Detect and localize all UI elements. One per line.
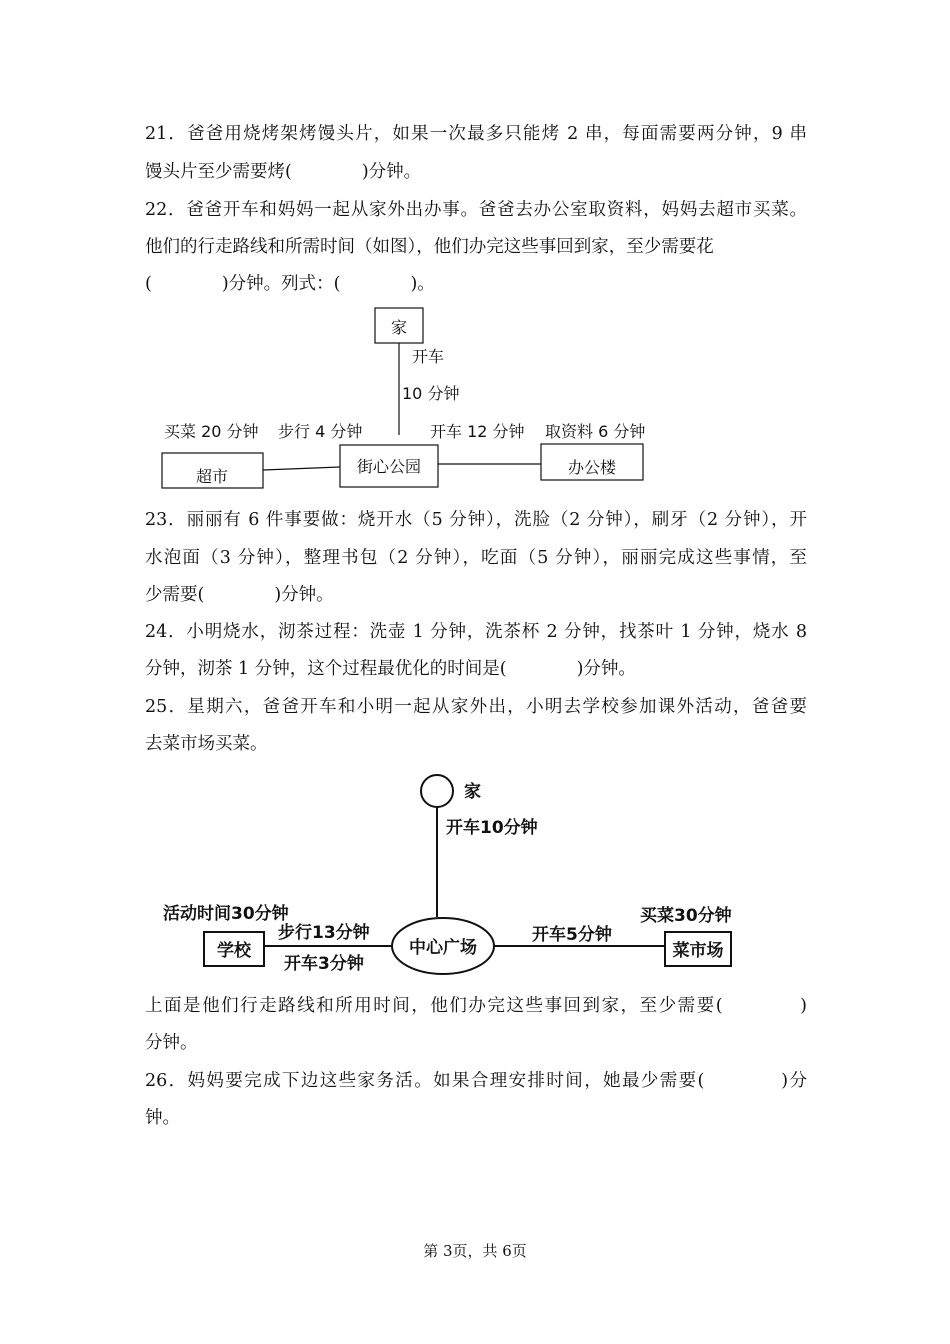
q26-line2: 钟。 [145,1108,180,1128]
office-label: 办公楼 [567,458,617,477]
home-label-2: 家 [464,782,481,802]
park-label: 街心公园 [356,457,422,476]
market-box [665,932,731,966]
q25-line4: 分钟。 [145,1033,198,1053]
q22-line3: ( )分钟。列式：( )。 [145,274,435,294]
q22-line1: 22．爸爸开车和妈妈一起从家外出办事。爸爸去办公室取资料，妈妈去超市买菜。 [145,200,807,220]
q25-line3: 上面是他们行走路线和所用时间，他们办完这些事回到家，至少需要( ) [145,996,807,1016]
fetch-label-1: 取资料 6 分钟 [545,422,646,441]
q21-line2: 馒头片至少需要烤( )分钟。 [145,162,422,182]
buy-label-2: 买菜30分钟 [640,906,732,926]
office-box [541,444,643,480]
home-circle-2 [421,775,453,807]
q23-line3: 少需要( )分钟。 [145,585,334,605]
center-label: 中心广场 [409,938,477,958]
home-box-1 [375,308,423,343]
q24-line1: 24．小明烧水，沏茶过程：洗壶 1 分钟，洗茶杯 2 分钟，找茶叶 1 分钟，烧水 8 [145,622,807,642]
supermarket-box [162,453,263,488]
q21-line1: 21．爸爸用烧烤架烤馒头片，如果一次最多只能烤 2 串，每面需要两分钟，9 串 [145,124,807,144]
supermarket-label: 超市 [195,467,229,486]
supermarket-park-line [263,467,340,470]
walk-label-1: 步行 4 分钟 [278,422,363,441]
home-label-1: 家 [390,318,408,337]
page-footer: 第 3页，共 6页 [423,1242,527,1260]
drive-label-1: 开车 [412,347,445,366]
q24-line2: 分钟，沏茶 1 分钟，这个过程最优化的时间是( )分钟。 [145,659,636,679]
drive2-label-1: 开车 12 分钟 [430,422,525,441]
drive-time-1: 10 分钟 [402,384,460,403]
q23-line1: 23．丽丽有 6 件事要做：烧开水（5 分钟），洗脸（2 分钟），刷牙（2 分钟），开 [145,510,807,530]
walk-label-2: 步行13分钟 [278,923,370,943]
center-ellipse [392,918,494,974]
activity-label-2: 活动时间30分钟 [163,904,289,924]
drive-school-label-2: 开车3分钟 [284,954,364,974]
q22-line2: 他们的行走路线和所需时间（如图），他们办完这些事回到家，至少需要花 [145,237,714,257]
drive-market-label-2: 开车5分钟 [532,925,612,945]
buy-veg-label-1: 买菜 20 分钟 [164,422,259,441]
school-box [204,932,264,966]
park-box [340,445,438,487]
q25-line1: 25．星期六，爸爸开车和小明一起从家外出，小明去学校参加课外活动，爸爸要 [145,697,807,717]
q25-line2: 去菜市场买菜。 [145,734,268,754]
q23-line2: 水泡面（3 分钟），整理书包（2 分钟），吃面（5 分钟），丽丽完成这些事情，至 [145,548,807,568]
drive-home-label-2: 开车10分钟 [446,818,538,838]
q26-line1: 26．妈妈要完成下边这些家务活。如果合理安排时间，她最少需要( )分 [145,1071,807,1091]
market-label: 菜市场 [672,941,724,961]
school-label: 学校 [217,941,251,961]
